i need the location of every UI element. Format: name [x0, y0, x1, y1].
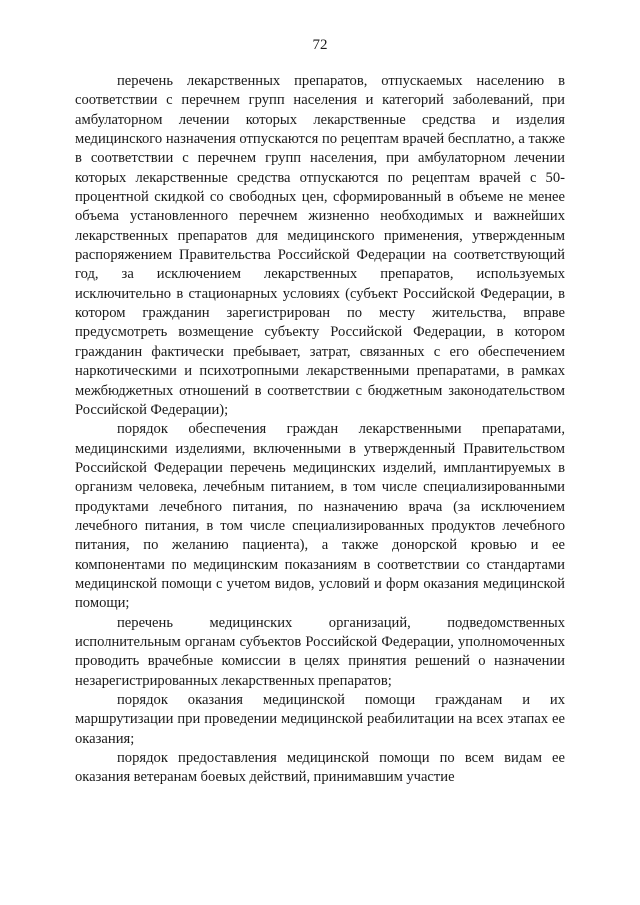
- paragraph-provision-procedure: порядок обеспечения граждан лекарственными препаратами, медицинскими изделиями, включенными в утвержденный Правительством Российской Федерации перечень медицинских изделий, имплантируемых в организм человека, лечебным питанием, в том числе специализированными продуктами лечебного питания, по назначению врача (за исключением лечебного питания, в том числе специализированных продуктов лечебного питания, по желанию пациента), а также донорской кровью и ее компонентами по медицинским показаниям в соответствии со стандартами медицинской помощи с учетом видов, условий и форм оказания медицинской помощи;: [75, 421, 565, 612]
- paragraph-rehabilitation-procedure: порядок оказания медицинской помощи гражданам и их маршрутизации при проведении медицинской реабилитации на всех этапах ее оказания;: [75, 692, 565, 747]
- paragraph-medication-list: перечень лекарственных препаратов, отпускаемых населению в соответствии с перечнем групп населения и категорий заболеваний, при амбулаторном лечении которых лекарственные средства и изделия медицинского назначения отпускаются по рецептам врачей бесплатно, а также в соответствии с перечнем групп населения, при амбулаторном лечении которых лекарственные средства отпускаются по рецептам врачей с 50-процентной скидкой со свободных цен, сформированный в объеме не менее объема установленного перечнем жизненно необходимых и важнейших лекарственных препаратов для медицинского применения, утвержденным распоряжением Правительства Российской Федерации на соответствующий год, за исключением лекарственных препаратов, используемых исключительно в стационарных условиях (субъект Российской Федерации, в котором гражданин зарегистрирован по месту жительства, вправе предусмотреть возмещение субъекту Российской Федерации, в котором гражданин фактически пребывает, затрат, связанных с его обеспечением наркотическими и психотропными лекарственными препаратами, в рамках межбюджетных отношений в соответствии с бюджетным законодательством Российской Федерации);: [75, 73, 565, 418]
- page-number: 72: [312, 37, 328, 53]
- paragraph-medical-organizations: перечень медицинских организаций, подведомственных исполнительным органам субъектов Российской Федерации, уполномоченных проводить врачебные комиссии в целях принятия решений о назначении незарегистрированных лекарственных препаратов;: [75, 614, 565, 689]
- paragraph-veterans-procedure: порядок предоставления медицинской помощи по всем видам ее оказания ветеранам боевых действий, принимавшим участие: [75, 750, 565, 786]
- document-body: [75, 72, 565, 788]
